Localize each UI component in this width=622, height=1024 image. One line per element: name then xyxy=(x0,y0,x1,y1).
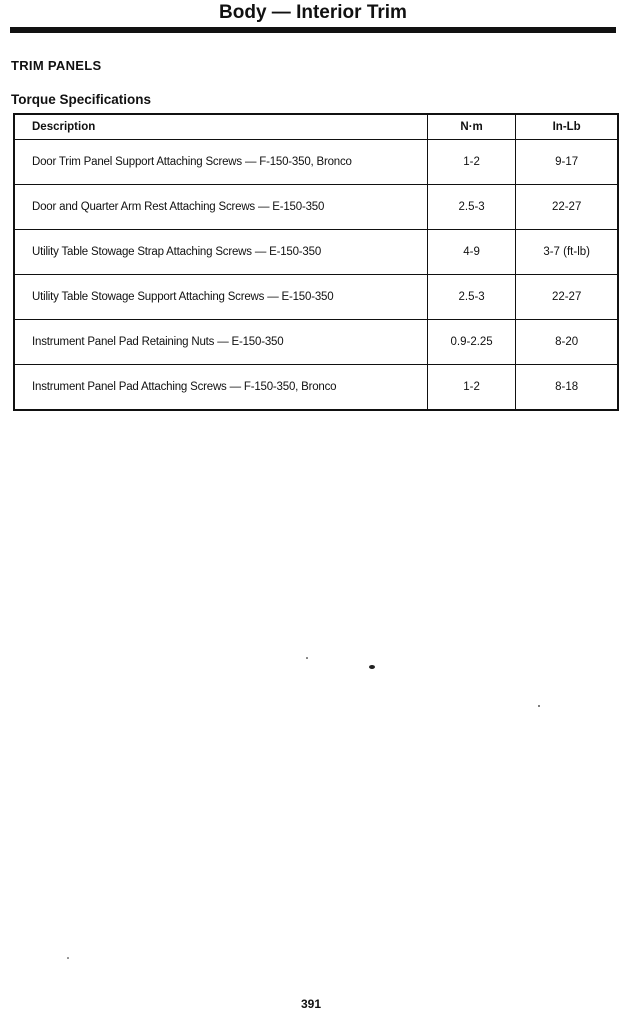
row-nm-value: 2.5-3 xyxy=(427,185,515,230)
row-inlb-value: 22-27 xyxy=(516,275,618,320)
row-description: Instrument Panel Pad Retaining Nuts — E-150-350 xyxy=(14,320,427,365)
table-header-row xyxy=(14,114,618,140)
table-row xyxy=(14,275,618,320)
table-row xyxy=(14,185,618,230)
section-title: TRIM PANELS xyxy=(11,58,102,73)
row-nm-value: 4-9 xyxy=(427,230,515,275)
table-row xyxy=(14,140,618,185)
row-description: Door Trim Panel Support Attaching Screws — F-150-350, Bronco xyxy=(14,140,427,185)
row-description: Utility Table Stowage Strap Attaching Screws — E-150-350 xyxy=(14,230,427,275)
scan-speck xyxy=(369,665,375,669)
row-description: Utility Table Stowage Support Attaching Screws — E-150-350 xyxy=(14,275,427,320)
row-inlb-value: 9-17 xyxy=(516,140,618,185)
row-nm-value: 1-2 xyxy=(427,140,515,185)
row-description: Instrument Panel Pad Attaching Screws — F-150-350, Bronco xyxy=(14,365,427,411)
column-header-nm: N·m xyxy=(427,114,515,140)
page-number: 391 xyxy=(300,997,322,1011)
page-header xyxy=(10,0,616,33)
table-row xyxy=(14,230,618,275)
row-nm-value: 2.5-3 xyxy=(427,275,515,320)
table-row xyxy=(14,320,618,365)
torque-specifications-table xyxy=(13,113,619,411)
row-description: Door and Quarter Arm Rest Attaching Screws — E-150-350 xyxy=(14,185,427,230)
page-title: Body — Interior Trim xyxy=(219,2,407,23)
row-nm-value: 1-2 xyxy=(427,365,515,411)
table-title: Torque Specifications xyxy=(11,92,152,107)
row-inlb-value: 22-27 xyxy=(516,185,618,230)
column-header-inlb: In-Lb xyxy=(516,114,618,140)
scan-speck xyxy=(306,657,308,659)
column-header-description: Description xyxy=(14,114,427,140)
scan-speck xyxy=(67,957,69,959)
row-nm-value: 0.9-2.25 xyxy=(427,320,515,365)
row-inlb-value: 3-7 (ft-lb) xyxy=(516,230,618,275)
row-inlb-value: 8-20 xyxy=(516,320,618,365)
table-row xyxy=(14,365,618,411)
scan-speck xyxy=(538,705,540,707)
row-inlb-value: 8-18 xyxy=(516,365,618,411)
